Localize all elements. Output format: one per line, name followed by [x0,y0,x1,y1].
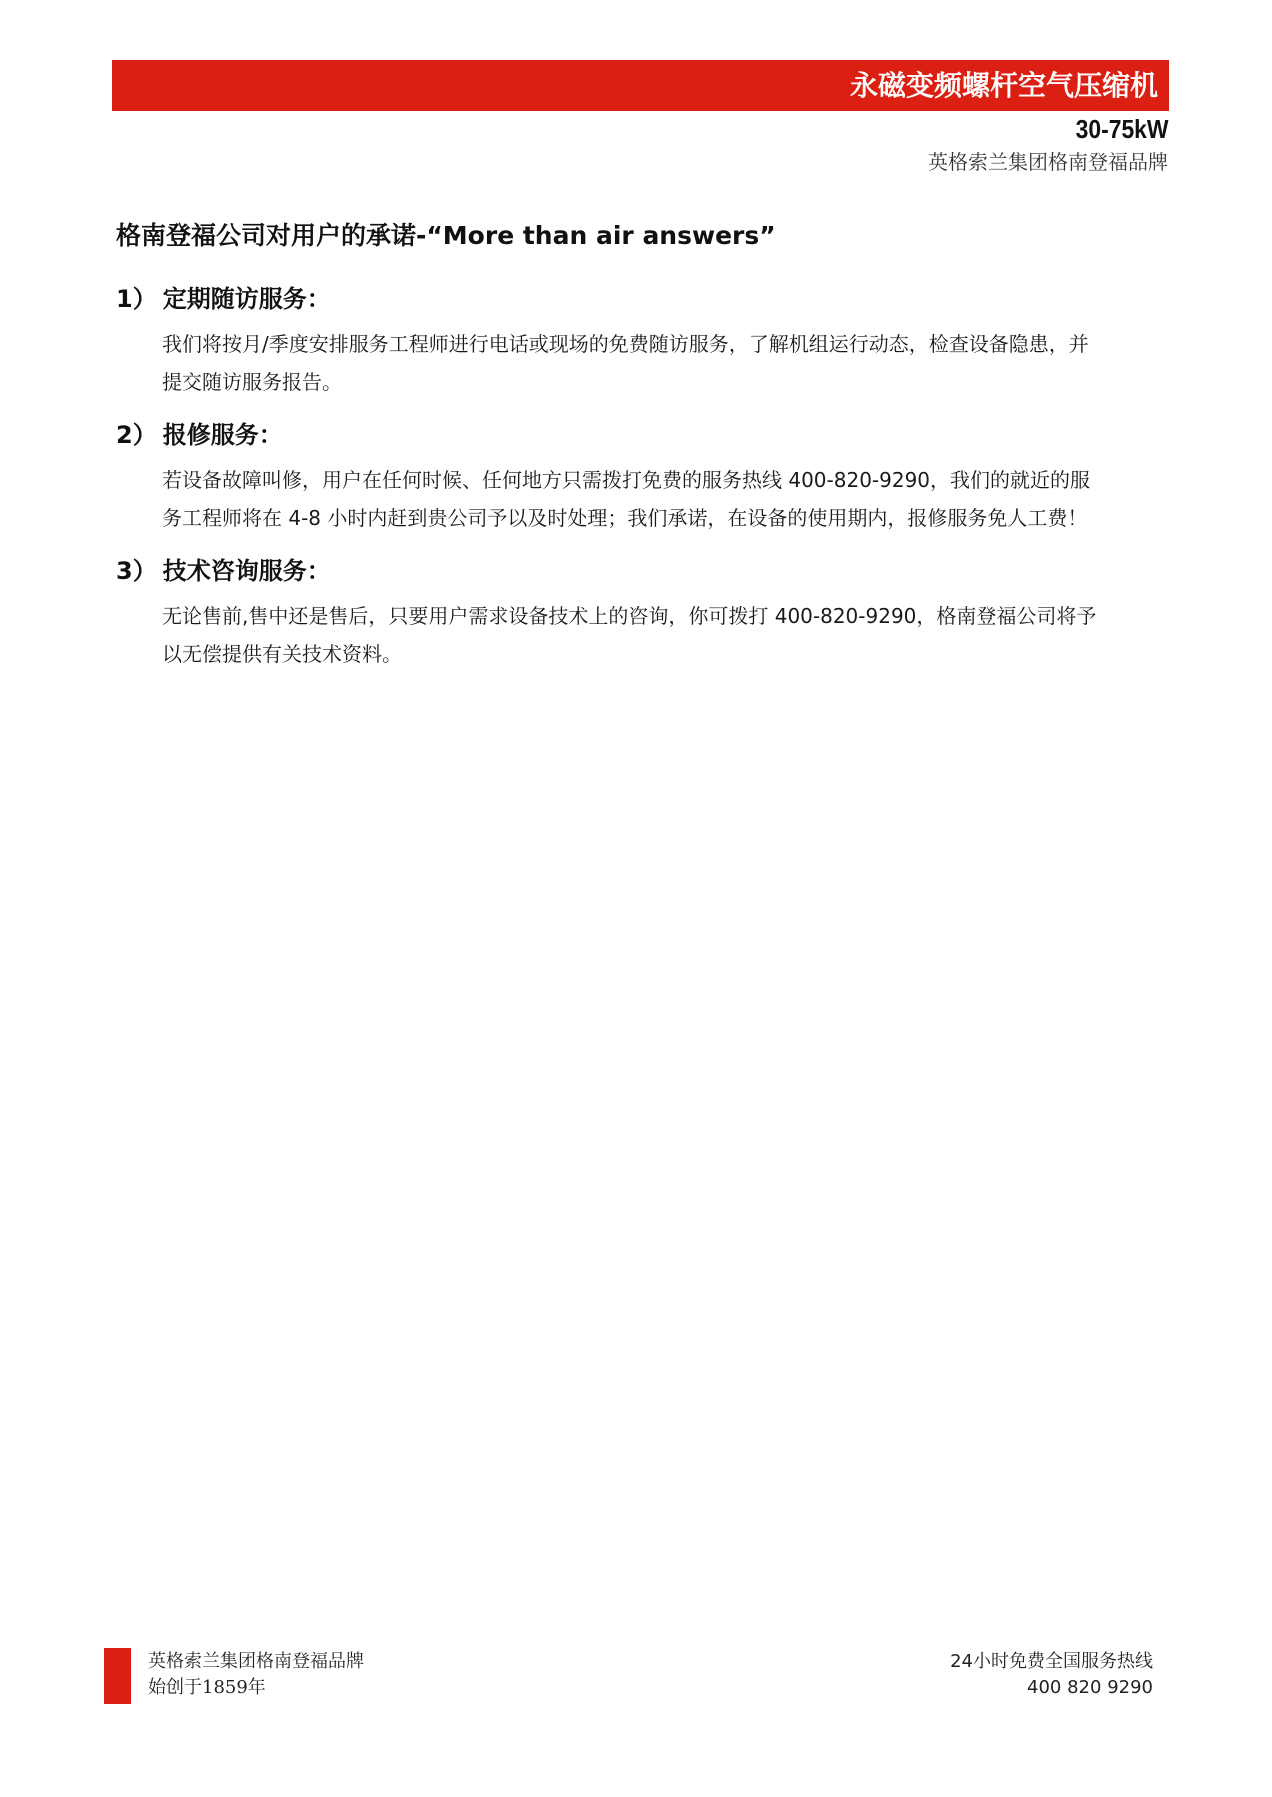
main-heading: 格南登福公司对用户的承诺-“More than air answers” [116,221,776,250]
footer-brand-block [148,1649,364,1701]
section-title: 定期随访服务： [162,285,331,313]
section-body [162,461,1162,537]
body-line: 我们将按月/季度安排服务工程师进行电话或现场的免费随访服务，了解机组运行动态，检查设备隐患，并 [162,332,1089,356]
section-title: 报修服务： [162,421,283,449]
header-brand: 英格索兰集团格南登福品牌 [928,150,1168,174]
document-title: 永磁变频螺杆空气压缩机 [849,69,1158,102]
power-range: 30-75kW [1075,114,1168,144]
section-body [162,325,1162,401]
header-bar [112,60,1169,111]
footer-brand: 英格索兰集团格南登福品牌 [148,1651,364,1672]
section-heading [116,279,1166,319]
section-repair-service [116,415,1166,537]
footer-accent-bar [104,1648,131,1704]
main-content [116,216,1166,673]
footer-founded: 始创于1859年 [148,1677,266,1698]
section-number: 3） [116,557,157,585]
hotline-label: 24小时免费全国服务热线 [950,1651,1153,1672]
hotline-number: 400 820 9290 [1027,1677,1153,1698]
section-follow-up-service [116,279,1166,401]
footer-hotline-block [950,1649,1153,1701]
section-heading [116,415,1166,455]
section-title: 技术咨询服务： [162,557,331,585]
section-heading [116,551,1166,591]
body-line: 以无偿提供有关技术资料。 [162,642,402,666]
body-line: 提交随访服务报告。 [162,370,342,394]
body-line: 若设备故障叫修，用户在任何时候、任何地方只需拨打免费的服务热线 400-820-9290，我们的就近的服 [162,468,1091,492]
section-number: 1） [116,285,157,313]
section-number: 2） [116,421,157,449]
body-line: 务工程师将在 4-8 小时内赶到贵公司予以及时处理；我们承诺，在设备的使用期内，报修服务免人工费！ [162,506,1088,530]
section-body [162,597,1162,673]
section-technical-consulting [116,551,1166,673]
body-line: 无论售前,售中还是售后，只要用户需求设备技术上的咨询，你可拨打 400-820-9290，格南登福公司将予 [162,604,1097,628]
